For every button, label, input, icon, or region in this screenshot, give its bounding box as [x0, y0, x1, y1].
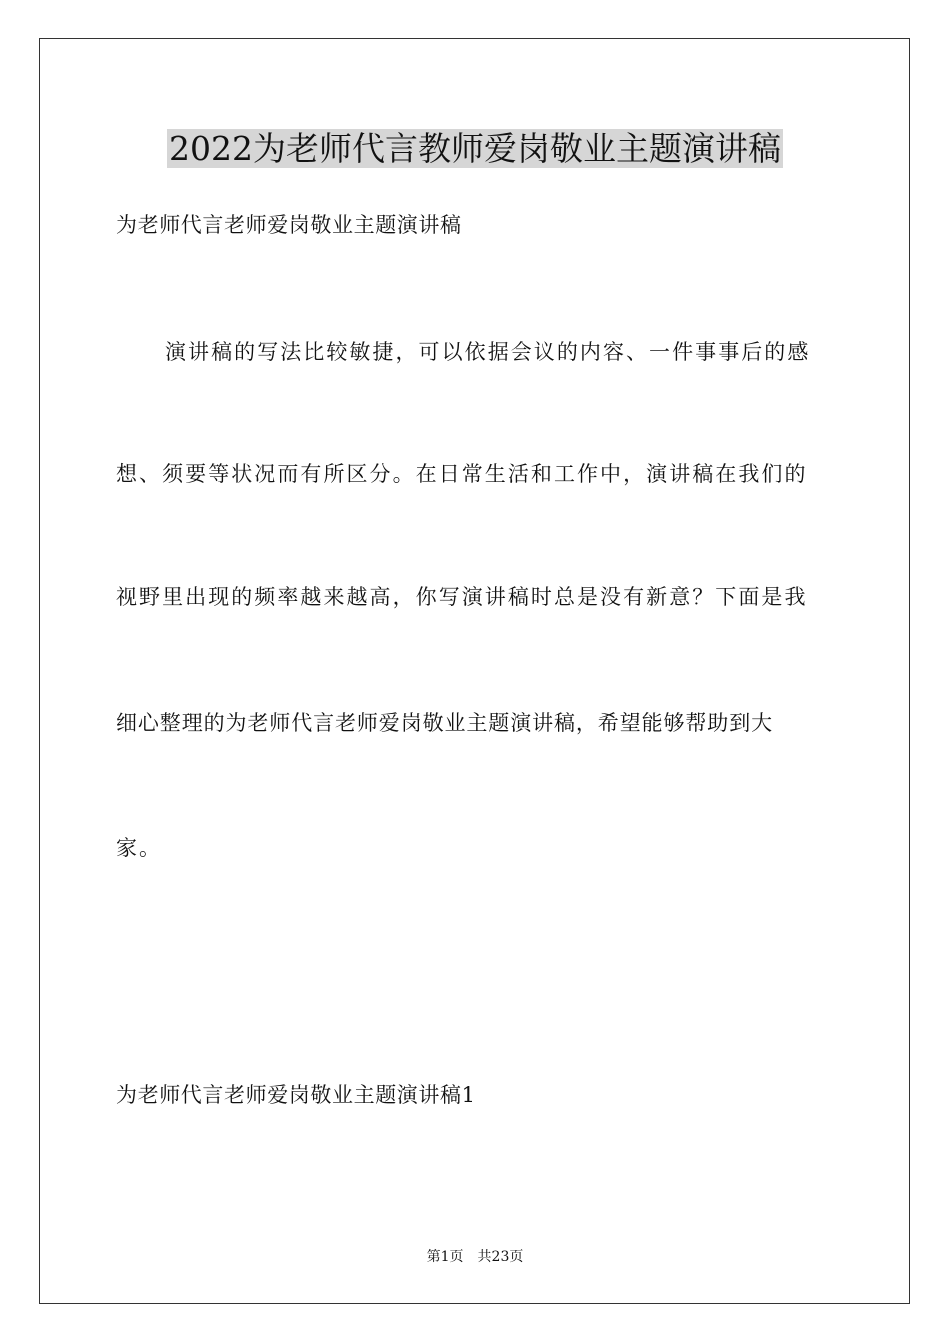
- paragraph-line: 视野里出现的频率越来越高，你写演讲稿时总是没有新意？下面是我: [116, 585, 808, 609]
- document-title-text: 2022为老师代言教师爱岗敬业主题演讲稿: [169, 129, 781, 168]
- paragraph-line: 家。: [116, 836, 162, 860]
- page-number: 第1页: [426, 1249, 464, 1265]
- section-heading: 为老师代言老师爱岗敬业主题演讲稿1: [116, 1083, 476, 1107]
- page-footer: [0, 1247, 950, 1267]
- paragraph-line: 想、须要等状况而有所区分。在日常生活和工作中，演讲稿在我们的: [116, 462, 808, 486]
- total-pages: 共23页: [477, 1249, 524, 1265]
- paragraph-line: 演讲稿的写法比较敏捷，可以依据会议的内容、一件事事后的感: [165, 340, 811, 364]
- document-subtitle: 为老师代言老师爱岗敬业主题演讲稿: [116, 213, 462, 237]
- paragraph-line: 细心整理的为老师代言老师爱岗敬业主题演讲稿，希望能够帮助到大: [116, 711, 773, 735]
- document-title: [0, 124, 950, 174]
